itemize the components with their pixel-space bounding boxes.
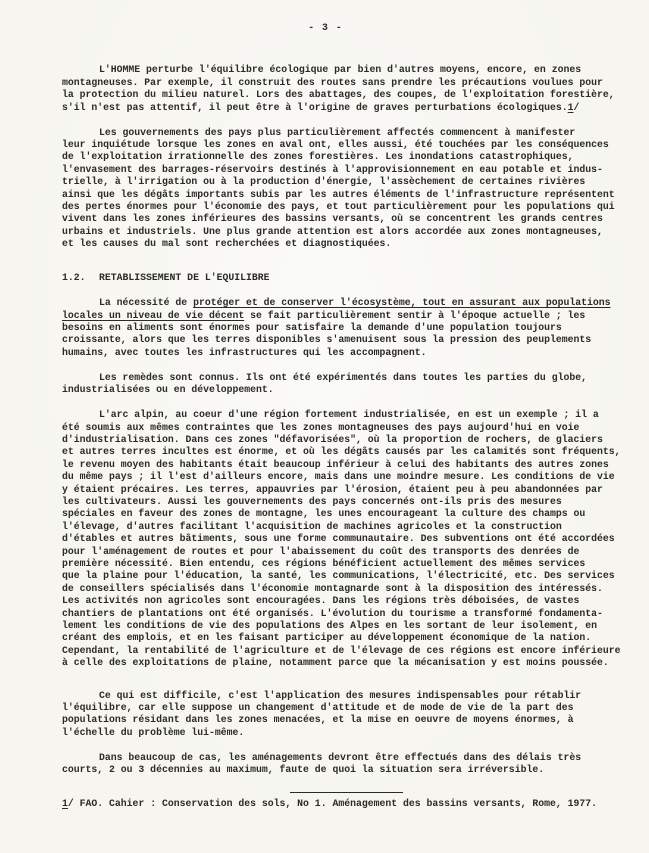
text-line: que la plaine pour l'éducation, la santé, les communications, l'électricité, etc. Des services (62, 570, 615, 582)
text-line: Les activités non agricoles sont encouragées. Dans les régions très déboisées, de vastes (62, 595, 580, 607)
text-line: été soumis aux mêmes contraintes que les zones montagneuses des pays aujourd'hui en voie (62, 421, 580, 433)
document-body (62, 64, 631, 776)
paragraph (62, 690, 631, 740)
text-line: le revenu moyen des habitants était beaucoup inférieur à celui des habitants des autres zones (62, 458, 609, 470)
text-line: Cependant, la rentabilité de l'agriculture et de l'élevage de ces régions est encore inférieure (62, 644, 621, 656)
paragraph (62, 372, 631, 397)
text-line: trielle, à l'irrigation ou à la production d'énergie, l'assèchement de certaines rivières (62, 176, 586, 188)
text-line: Ce qui est difficile, c'est l'application des mesures indispensables pour rétablir (99, 689, 582, 701)
text-line: Les gouvernements des pays plus particulièrement affectés commencent à manifester (99, 126, 576, 138)
text-line: y étaient précaires. Les terres, appauvries par l'érosion, étaient peu à peu abandonnées par (62, 483, 603, 495)
text-line: la protection du milieu naturel. Lors des abattages, des coupes, de l'exploitation forestière, (62, 89, 615, 101)
text-line: locales un niveau de vie décent se fait particulièrement sentir à l'époque actuelle ; les (62, 309, 586, 321)
text-line: de conseillers spécialisés dans l'économie montagnarde sont à la disposition des intéressés. (62, 582, 603, 594)
text-line: humains, avec toutes les infrastructures qui les accompagnent. (62, 346, 427, 358)
text-line: Les remèdes sont connus. Ils ont été expérimentés dans toutes les parties du globe, (99, 371, 587, 383)
text-line: L'arc alpin, au coeur d'une région fortement industrialisée, en est un exemple ; il a (99, 409, 599, 421)
text-line: s'il n'est pas attentif, il peut être à l'origine de graves perturbations écologiques.1/ (62, 101, 580, 113)
text-line: et autres terres incultes est énorme, et où les dégâts causés par les calamités sont fréquents, (62, 446, 621, 458)
text-line: l'envasement des barrages-réservoirs destinés à l'approvisionnement en eau potable et indus- (62, 163, 603, 175)
text-line: créant des emplois, et en les faisant participer au développement économique de la nation. (62, 632, 592, 644)
text-line: première nécessité. Bien entendu, ces régions bénéficient actuellement des mêmes services (62, 558, 586, 569)
text-line: industrialisées ou en développement. (62, 384, 274, 396)
text-line: pour l'aménagement de routes et pour l'abaissement du coût des transports des denrées de (62, 545, 580, 557)
section-number: 1.2. (62, 271, 86, 283)
section-heading (62, 272, 631, 284)
text-line: L'HOMME perturbe l'équilibre écologique par bien d'autres moyens, encore, en zones (99, 64, 582, 76)
text-line: d'industrialisation. Dans ces zones "défavorisées", où la proportion de rochers, de glaciers (62, 433, 603, 445)
text-line: lement les conditions de vie des populations des Alpes en les sortant de leur isolement, en (62, 620, 597, 632)
text-line: besoins en aliments sont énormes pour satisfaire la demande d'une population toujours (62, 321, 562, 333)
text-line: ainsi que les dégâts importants subis par les autres éléments de l'infrastructure représentent (62, 188, 615, 200)
text-line: l'élevage, d'autres facilitant l'acquisition de machines agricoles et la construction (62, 520, 562, 532)
page-number: - 3 - (308, 22, 343, 33)
text-line: l'équilibre, car elle suppose un changement d'attitude et de mode de vie de la part des (62, 702, 574, 714)
text-line: à celle des exploitations de plaine, notamment parce que la mécanisation y est moins poussée. (62, 657, 609, 669)
text-line: les cultivateurs. Aussi les gouvernements des pays concernés ont-ils pris des mesures (62, 495, 562, 507)
section-title: RETABLISSEMENT DE L'EQUILIBRE (99, 271, 270, 283)
text-line: chantiers de plantations ont été organisés. L'évolution du tourisme a transformé fondamenta- (62, 607, 603, 619)
text-line: et les causes du mal sont recherchées et diagnostiquées. (62, 238, 392, 250)
text-line: des pertes énormes pour l'économie des pays, et tout particulièrement pour les populations qui (62, 201, 615, 213)
text-line: populations résidant dans les zones menacées, et la mise en oeuvre de moyens énormes, à (62, 714, 574, 726)
paragraph (62, 752, 631, 777)
text-line: montagneuses. Par exemple, il construit des routes sans prendre les précautions voulues pour (62, 76, 603, 88)
text-line: croissante, alors que les terres disponibles s'amenuisent sous la pression des peuplements (62, 334, 592, 346)
footnote-text: 1/ FAO. Cahier : Conservation des sols, No 1. Aménagement des bassins versants, Rome, 1977. (62, 797, 598, 809)
text-line: leur inquiétude lorsque les zones en aval ont, elles aussi, été touchées par les conséquences (62, 139, 609, 151)
text-line: urbains et industriels. Une plus grande attention est alors accordée aux zones montagneuses, (62, 225, 603, 237)
text-line: l'échelle du problème lui-même. (62, 726, 245, 738)
paragraph (62, 64, 631, 114)
footnote-separator (290, 792, 403, 793)
paragraph (62, 297, 631, 359)
text-line: de l'exploitation irrationnelle des zones forestières. Les inondations catastrophiques, (62, 151, 574, 163)
text-line: La nécessité de protéger et de conserver l'écosystème, tout en assurant aux populations (99, 297, 611, 309)
text-line: vivent dans les zones inférieures des bassins versants, où se concentrent les grands centres (62, 213, 603, 225)
paragraph (62, 127, 631, 251)
text-line: courts, 2 ou 3 décennies au maximum, faute de quoi la situation sera irréversible. (62, 764, 545, 776)
text-line: Dans beaucoup de cas, les aménagements devront être effectués dans des délais très (99, 751, 582, 763)
paragraph (62, 409, 631, 670)
text-line: du même pays ; il l'est d'ailleurs encore, mais dans une moindre mesure. Les conditions de vie (62, 471, 615, 483)
text-line: spéciales en faveur des zones de montagne, les unes encourageant la culture des champs ou (62, 508, 586, 520)
text-line: d'étables et autres bâtiments, sous une forme communautaire. Des subventions ont été accordées (62, 533, 615, 545)
